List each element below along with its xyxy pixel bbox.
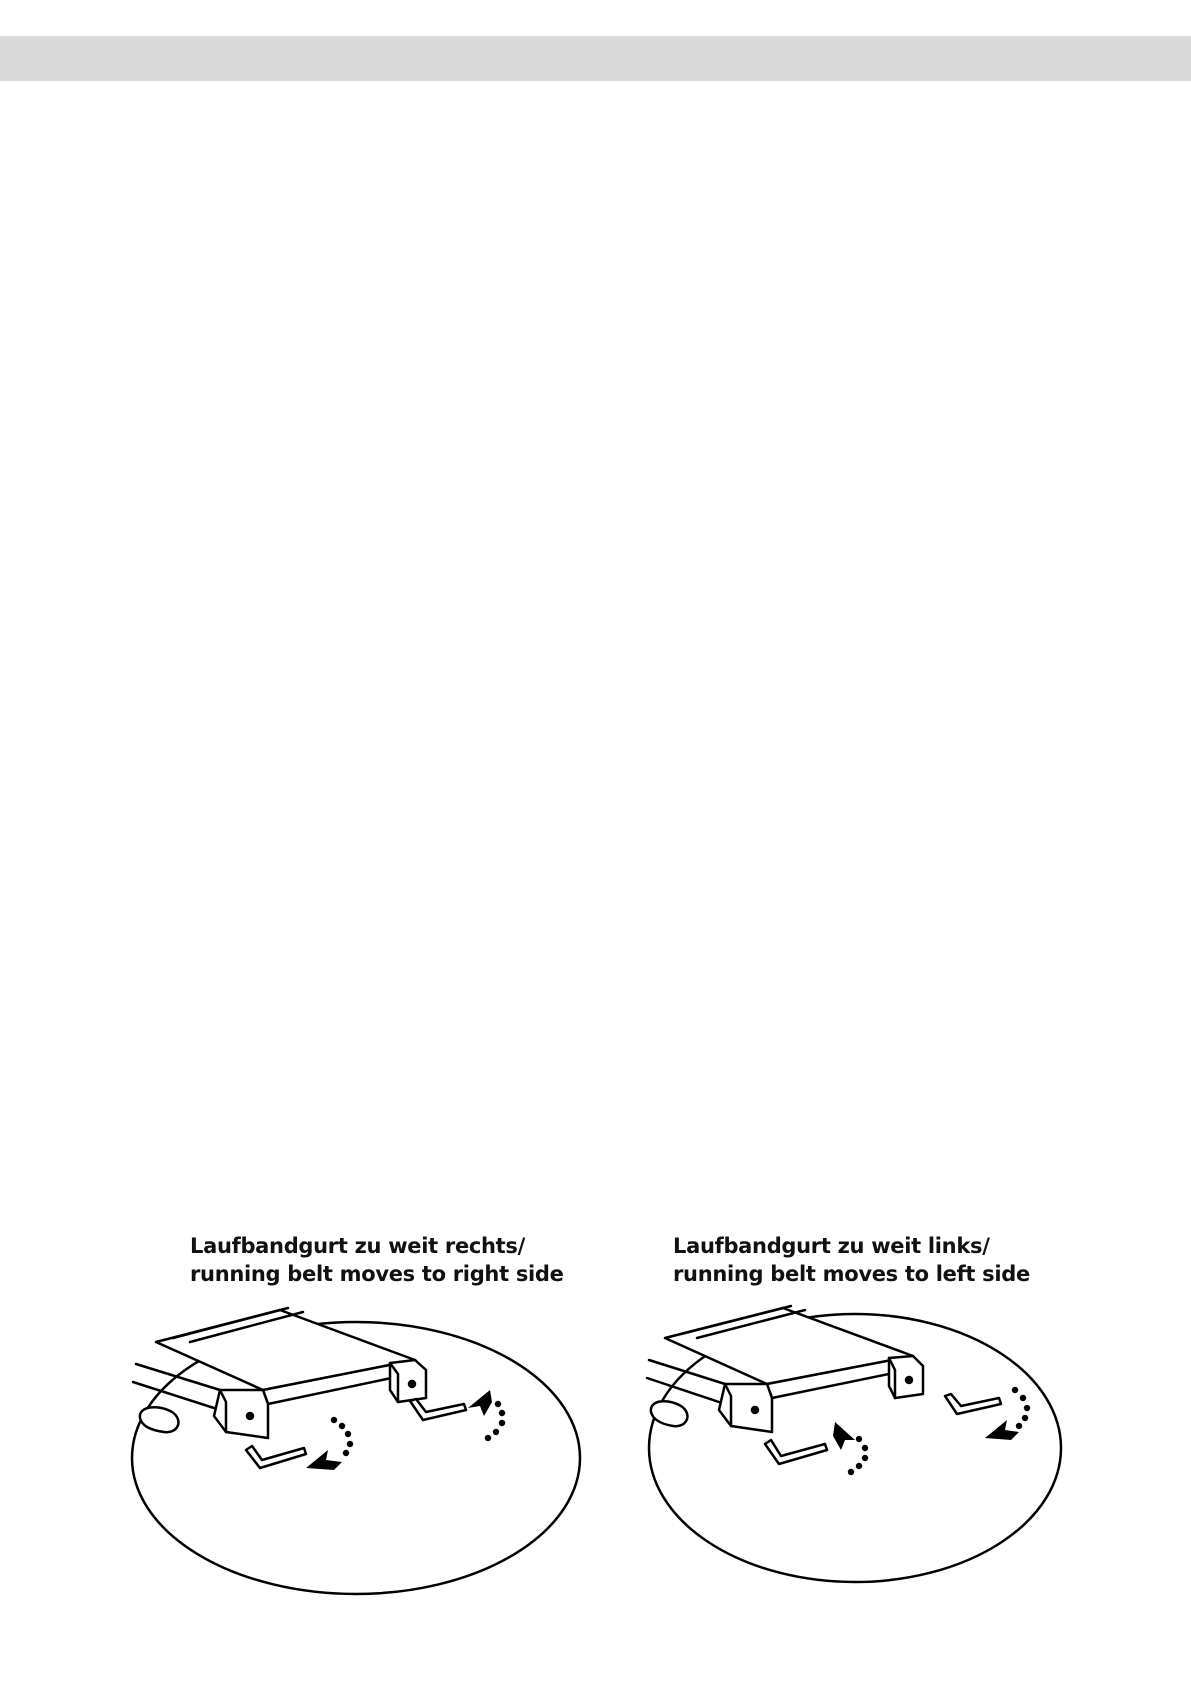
allen-key-left xyxy=(246,1446,306,1468)
caption-english: running belt moves to right side xyxy=(190,1262,564,1286)
allen-key-right xyxy=(410,1399,466,1420)
allen-key-right xyxy=(945,1394,1001,1414)
caption-english: running belt moves to left side xyxy=(673,1262,1030,1286)
treadmill-adjustment-left-illustration xyxy=(645,1298,1065,1598)
caption-german: Laufbandgurt zu weit rechts/ xyxy=(190,1234,525,1258)
caption-german: Laufbandgurt zu weit links/ xyxy=(673,1234,990,1258)
caption-right-side xyxy=(190,1232,564,1288)
end-cap-right xyxy=(390,1360,426,1402)
arrow-right xyxy=(468,1390,492,1416)
allen-key-left xyxy=(765,1440,827,1464)
arrow-left xyxy=(833,1422,855,1450)
end-cap-left xyxy=(719,1384,772,1432)
header-bar xyxy=(0,36,1191,81)
end-cap-left xyxy=(214,1390,268,1438)
arrow-left xyxy=(306,1450,342,1470)
caption-left-side xyxy=(673,1232,1030,1288)
arrow-right xyxy=(985,1420,1019,1440)
treadmill-adjustment-right-illustration xyxy=(128,1298,588,1598)
